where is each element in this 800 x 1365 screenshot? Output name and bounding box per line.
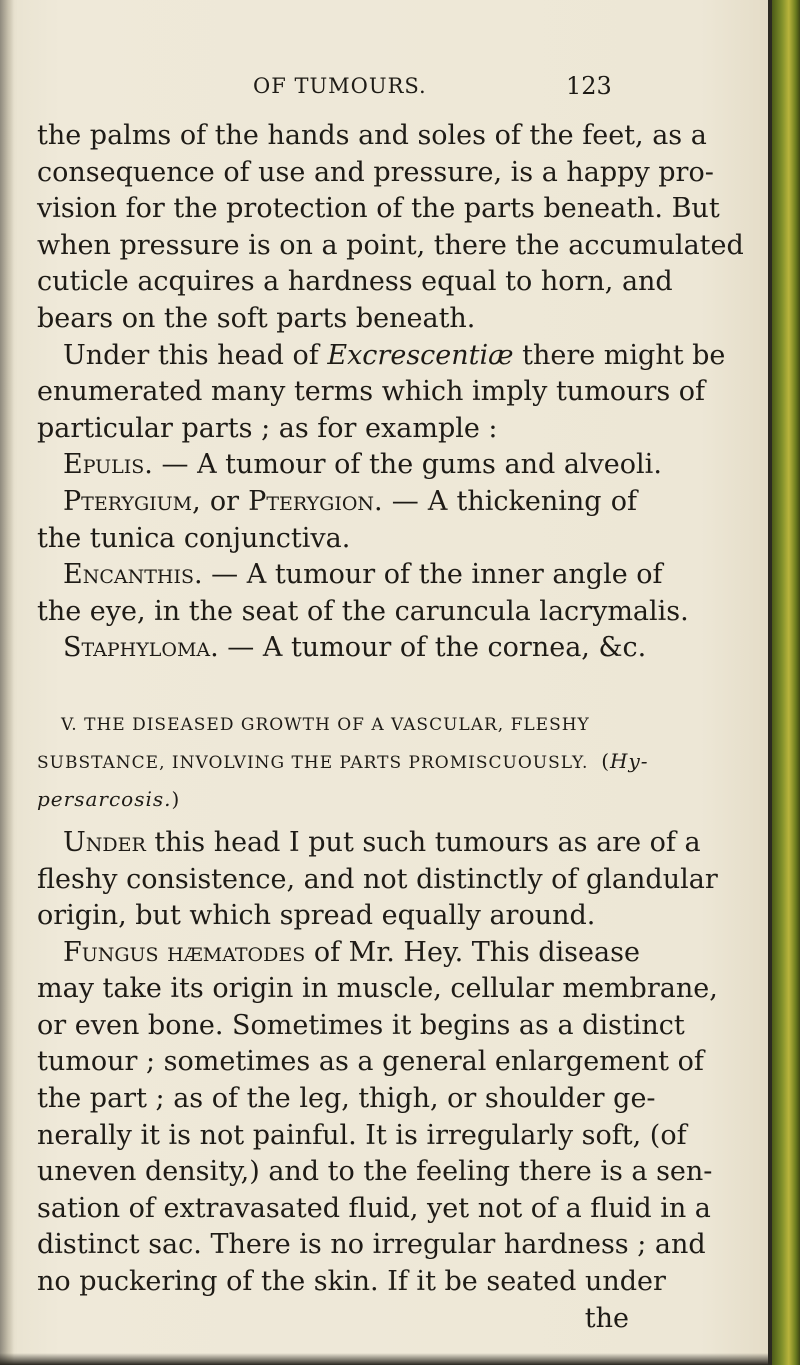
text-line: may take its origin in muscle, cellular membrane, — [37, 973, 718, 1005]
term-pterygium: Pterygium, — [63, 485, 201, 517]
text-line: enumerated many terms which imply tumours of — [37, 376, 706, 408]
text-line: sation of extravasated fluid, yet not of a fluid in a — [37, 1192, 711, 1224]
text-line: bears on the soft parts beneath. — [37, 302, 476, 334]
section-heading-line-1: V. THE DISEASED GROWTH OF A VASCULAR, FLESHY — [61, 714, 590, 735]
term-haematodes: hæmatodes — [158, 936, 306, 968]
text-line: cuticle acquires a hardness equal to horn, and — [37, 266, 673, 298]
section-gap — [37, 667, 637, 707]
text-line: the eye, in the seat of the caruncula lacrymalis. — [37, 595, 689, 627]
page-header — [0, 74, 780, 114]
text-line: no puckering of the skin. If it be seated under — [37, 1266, 666, 1298]
page-number: 123 — [566, 72, 612, 100]
text-line: vision for the protection of the parts beneath. But — [37, 193, 720, 225]
section-heading-line-2: SUBSTANCE, INVOLVING THE PARTS PROMISCUOUSLY. (Hy- — [37, 748, 649, 773]
term-fungus: Fungus — [63, 936, 159, 968]
text-line: tumour ; sometimes as a general enlargement of — [37, 1046, 704, 1078]
entry-epulis: Epulis. — A tumour of the gums and alveoli. — [63, 449, 662, 481]
text-line: the tunica conjunctiva. — [37, 522, 351, 554]
text-line: origin, but which spread equally around. — [37, 900, 596, 932]
entry-pterygium: Pterygium, or Pterygion. — A thickening of — [63, 485, 637, 517]
body-text — [37, 118, 744, 1337]
text-line: particular parts ; as for example : — [37, 412, 498, 444]
section-heading-line-3: persarcosis.) — [37, 786, 181, 811]
text-line: the palms of the hands and soles of the feet, as a — [37, 120, 707, 151]
entry-staphyloma: Staphyloma. — A tumour of the cornea, &c. — [63, 632, 647, 664]
text-line: or even bone. Sometimes it begins as a distinct — [37, 1009, 685, 1041]
book-spine — [772, 0, 800, 1365]
text-line: nerally it is not painful. It is irregularly soft, (of — [37, 1119, 687, 1151]
term-staphyloma: Staphyloma. — [63, 632, 219, 664]
text-line: the part ; as of the leg, thigh, or shoulder ge- — [37, 1083, 656, 1115]
term-encanthis: Encanthis. — [63, 559, 203, 591]
term-pterygion: Pterygion. — [248, 485, 383, 517]
term-epulis: Epulis. — [63, 449, 153, 481]
term-under: Under — [63, 826, 146, 858]
page-bottom-shadow — [0, 1353, 772, 1365]
entry-encanthis: Encanthis. — A tumour of the inner angle of — [63, 559, 663, 591]
text-line: consequence of use and pressure, is a happy pro- — [37, 156, 714, 188]
text-line: distinct sac. There is no irregular hardness ; and — [37, 1229, 706, 1261]
paragraph-excrescentiae: Under this head of Excrescentiæ there might be — [63, 339, 726, 371]
term-excrescentiae: Excrescentiæ — [327, 339, 514, 371]
page-left-edge — [0, 0, 14, 1365]
text-line: when pressure is on a point, there the accumulated — [37, 229, 744, 261]
paragraph-under: Under this head I put such tumours as are of a — [63, 826, 701, 858]
running-head: OF TUMOURS. — [253, 74, 427, 98]
text-line: uneven density,) and to the feeling there is a sen- — [37, 1156, 713, 1188]
paragraph-fungus: Fungus hæmatodes of Mr. Hey. This disease — [63, 936, 640, 968]
catchword: the — [584, 1302, 629, 1334]
term-hypersarcosis: Hy- — [610, 748, 649, 773]
text-line: fleshy consistence, and not distinctly of glandular — [37, 863, 718, 895]
